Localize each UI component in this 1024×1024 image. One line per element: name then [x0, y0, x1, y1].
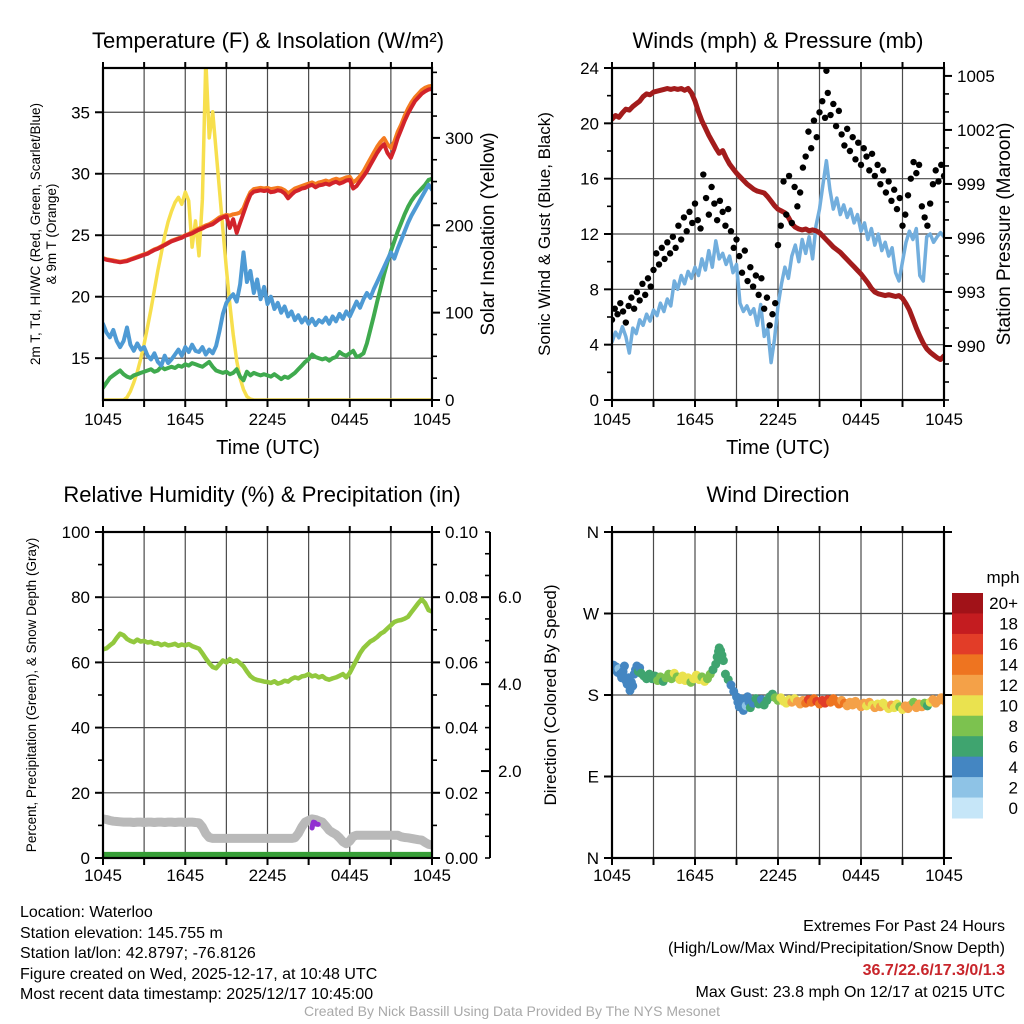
svg-text:16: 16 [580, 169, 599, 189]
svg-text:1045: 1045 [593, 410, 631, 429]
svg-text:40: 40 [71, 718, 90, 738]
svg-text:18: 18 [999, 614, 1018, 634]
svg-text:8: 8 [1008, 716, 1018, 736]
svg-text:24: 24 [580, 59, 599, 78]
svg-text:30: 30 [71, 164, 90, 184]
chart-winds-pressure [512, 0, 1024, 470]
svg-text:Wind Direction: Wind Direction [706, 482, 850, 507]
wind-direction-plot [512, 470, 1024, 904]
svg-text:2245: 2245 [248, 866, 287, 885]
svg-text:N: N [586, 523, 599, 542]
svg-text:2245: 2245 [759, 410, 797, 429]
svg-text:0445: 0445 [842, 410, 880, 429]
svg-text:12: 12 [580, 225, 599, 244]
svg-text:0445: 0445 [842, 866, 880, 885]
svg-text:10: 10 [999, 696, 1018, 716]
svg-text:20: 20 [580, 114, 599, 134]
svg-text:Temperature (F) & Insolation (: Temperature (F) & Insolation (W/m²) [91, 28, 445, 53]
station-location: Location: Waterloo [20, 904, 153, 921]
svg-text:0445: 0445 [330, 866, 369, 885]
svg-text:1645: 1645 [676, 866, 714, 885]
svg-text:W: W [582, 604, 599, 624]
svg-text:60: 60 [71, 653, 90, 673]
svg-text:mph: mph [986, 568, 1020, 587]
svg-text:4: 4 [1008, 757, 1018, 777]
svg-text:S: S [587, 686, 599, 705]
svg-text:1045: 1045 [925, 866, 963, 885]
svg-text:2.0: 2.0 [498, 762, 522, 782]
temperature-insolation-plot [0, 0, 512, 470]
svg-text:12: 12 [999, 676, 1018, 696]
svg-text:1045: 1045 [413, 866, 451, 885]
extremes-subtitle: (High/Low/Max Wind/Precipitation/Snow Depth) [667, 940, 1005, 957]
svg-text:1045: 1045 [413, 410, 451, 429]
svg-text:0.02: 0.02 [445, 783, 479, 803]
svg-text:25: 25 [71, 226, 90, 246]
station-latlon: Station lat/lon: 42.8797; -76.8126 [20, 945, 256, 962]
station-elevation: Station elevation: 145.755 m [20, 924, 223, 942]
svg-text:Direction (Colored By Speed): Direction (Colored By Speed) [541, 584, 560, 806]
chart-temperature-insolation [0, 0, 512, 470]
svg-text:1645: 1645 [166, 866, 205, 885]
svg-text:1045: 1045 [593, 866, 631, 885]
svg-text:100: 100 [61, 523, 90, 542]
svg-text:6.0: 6.0 [498, 588, 522, 608]
svg-text:0.04: 0.04 [445, 718, 479, 738]
svg-text:2m T, Td, HI/WC (Red, Green, S: 2m T, Td, HI/WC (Red, Green, Scarlet/Blue) [28, 102, 43, 366]
max-gust: Max Gust: 23.8 mph On 12/17 at 0215 UTC [695, 984, 1005, 1001]
svg-text:35: 35 [71, 103, 90, 123]
svg-text:Station Pressure (Maroon): Station Pressure (Maroon) [994, 122, 1015, 346]
svg-text:0.00: 0.00 [445, 849, 479, 868]
extremes-title: Extremes For Past 24 Hours [803, 918, 1005, 935]
svg-text:2245: 2245 [759, 866, 797, 885]
svg-text:0445: 0445 [330, 410, 369, 429]
winds-pressure-plot [512, 0, 1024, 470]
svg-text:16: 16 [999, 635, 1018, 655]
svg-text:999: 999 [957, 174, 986, 194]
credit-line: Created By Nick Bassill Using Data Provided By The NYS Mesonet [303, 1003, 721, 1019]
svg-text:1045: 1045 [84, 410, 122, 429]
svg-text:Percent, Precipitation (Green): Percent, Precipitation (Green), & Snow Depth (Gray) [24, 537, 39, 853]
svg-text:E: E [587, 767, 599, 787]
svg-text:N: N [586, 849, 599, 868]
svg-text:1005: 1005 [957, 66, 995, 86]
svg-text:& 9m T (Orange): & 9m T (Orange) [44, 183, 59, 285]
svg-text:1045: 1045 [84, 866, 122, 885]
svg-text:Relative Humidity (%) & Precip: Relative Humidity (%) & Precipitation (in) [63, 482, 461, 507]
svg-text:0: 0 [1008, 798, 1018, 818]
svg-text:0: 0 [589, 391, 599, 410]
svg-text:4: 4 [589, 335, 599, 355]
svg-text:Sonic Wind & Gust (Blue, Black: Sonic Wind & Gust (Blue, Black) [535, 112, 554, 356]
extremes-values: 36.7/22.6/17.3/0/1.3 [862, 962, 1005, 979]
svg-text:0.10: 0.10 [445, 523, 479, 542]
station-info [20, 903, 377, 1006]
svg-text:20: 20 [71, 287, 90, 307]
svg-text:1645: 1645 [676, 410, 714, 429]
svg-text:Time (UTC): Time (UTC) [726, 437, 830, 459]
svg-text:0: 0 [445, 391, 455, 410]
svg-text:15: 15 [71, 349, 90, 369]
chart-wind-direction [512, 470, 1024, 904]
figure-created: Figure created on Wed, 2025-12-17, at 10:48 UTC [20, 965, 378, 983]
svg-text:Winds (mph) & Pressure (mb): Winds (mph) & Pressure (mb) [632, 28, 924, 53]
svg-text:14: 14 [999, 655, 1018, 675]
chart-humidity-precipitation [0, 470, 522, 904]
svg-text:0.08: 0.08 [445, 588, 479, 608]
svg-text:200: 200 [445, 216, 474, 236]
svg-text:1045: 1045 [925, 410, 963, 429]
svg-text:2245: 2245 [248, 410, 287, 429]
svg-text:Time (UTC): Time (UTC) [216, 437, 320, 459]
svg-text:990: 990 [957, 336, 986, 356]
svg-text:20+: 20+ [989, 594, 1018, 614]
svg-text:80: 80 [71, 588, 90, 608]
svg-text:1645: 1645 [166, 410, 205, 429]
svg-text:20: 20 [71, 783, 90, 803]
svg-text:Solar Insolation (Yellow): Solar Insolation (Yellow) [478, 132, 499, 336]
svg-text:8: 8 [589, 280, 599, 300]
svg-text:996: 996 [957, 228, 986, 248]
data-timestamp: Most recent data timestamp: 2025/12/17 10:45:00 [20, 986, 374, 1003]
svg-text:1002: 1002 [957, 120, 995, 140]
svg-text:2: 2 [1008, 778, 1018, 798]
svg-text:100: 100 [445, 303, 474, 323]
svg-text:0: 0 [80, 849, 90, 868]
svg-text:993: 993 [957, 282, 986, 302]
svg-text:300: 300 [445, 128, 474, 148]
humidity-precipitation-plot [0, 470, 522, 904]
svg-text:0.06: 0.06 [445, 653, 479, 673]
extremes-info [668, 916, 1005, 1004]
svg-text:4.0: 4.0 [498, 675, 522, 695]
svg-text:6: 6 [1008, 737, 1018, 757]
